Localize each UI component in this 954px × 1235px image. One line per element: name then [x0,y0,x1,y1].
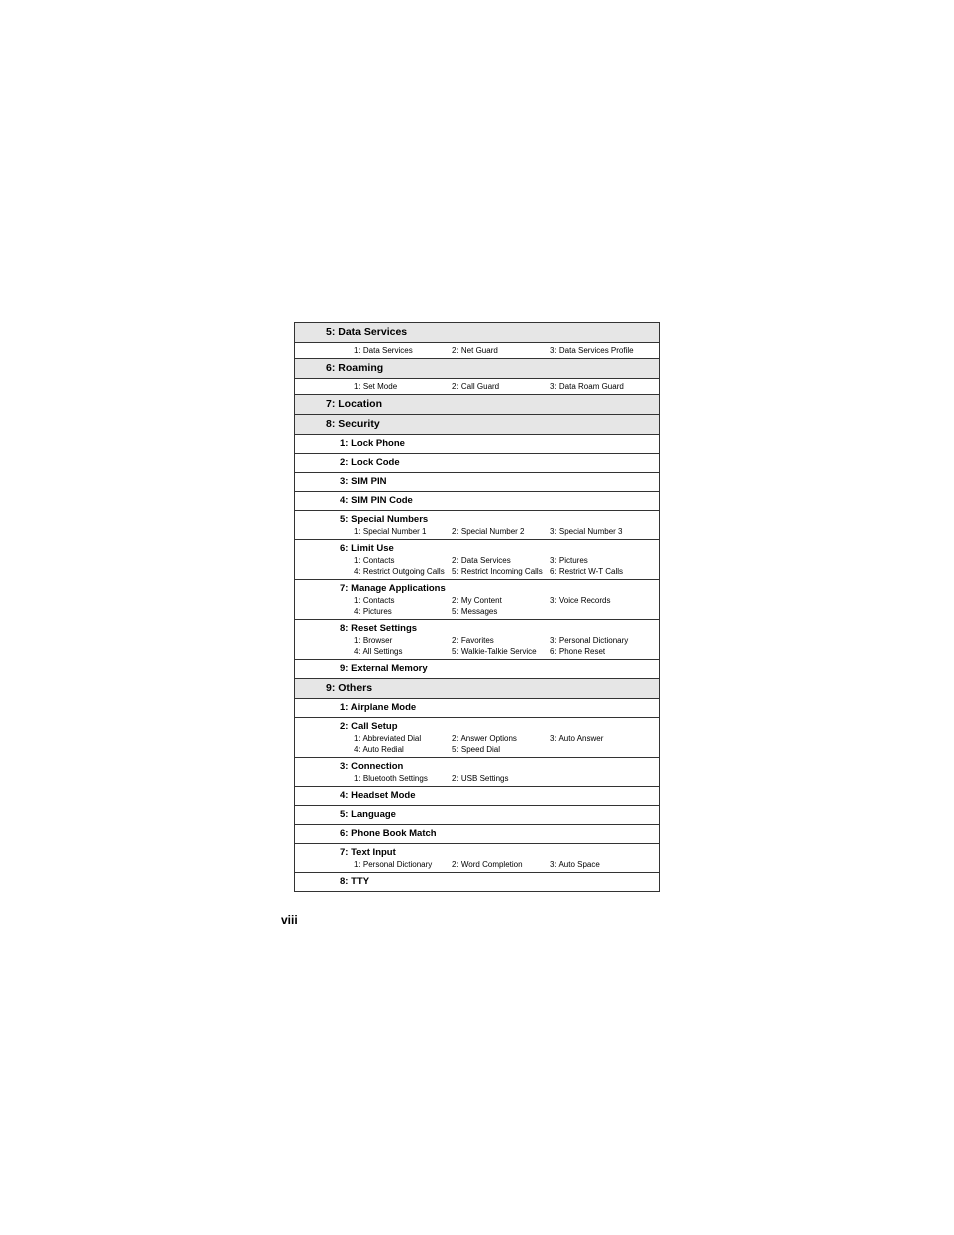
submenu-title: 4: Headset Mode [340,790,416,801]
submenu-items [295,343,659,358]
submenu-title: 7: Manage Applications [340,583,446,594]
menu-section-title: 5: Data Services [326,326,408,338]
submenu-items [295,635,659,659]
submenu-title: 5: Special Numbers [340,514,429,525]
submenu-item: 4: Auto Redial [354,745,404,754]
menu-section-title: 6: Roaming [326,362,384,374]
submenu-items [295,859,659,872]
submenu-items [295,526,659,539]
submenu-item: 6: Restrict W-T Calls [550,567,624,576]
submenu-item: 1: Browser [354,636,393,645]
submenu-row [295,699,659,718]
submenu-title: 3: Connection [340,761,404,772]
submenu-items [295,773,659,786]
submenu-title: 1: Airplane Mode [340,702,417,713]
submenu-items [295,379,659,394]
submenu-item: 1: Bluetooth Settings [354,774,428,783]
submenu-item: 2: Word Completion [452,860,523,869]
submenu-row [295,620,659,660]
menu-section-items [295,343,659,359]
submenu-row [295,660,659,679]
submenu-row [295,758,659,787]
submenu-item: 5: Messages [452,607,498,616]
submenu-item: 2: Data Services [452,556,511,565]
menu-section-title: 9: Others [326,682,373,694]
submenu-item: 3: Data Services Profile [550,346,634,355]
submenu-row [295,454,659,473]
submenu-row [295,844,659,873]
submenu-title: 4: SIM PIN Code [340,495,413,506]
submenu-item: 1: Data Services [354,346,413,355]
submenu-title: 7: Text Input [340,847,396,858]
menu-section [295,359,659,379]
submenu-item: 2: Call Guard [452,382,500,391]
menu-section-title: 8: Security [326,418,380,430]
submenu-item: 3: Auto Answer [550,734,604,743]
submenu-item: 5: Walkie-Talkie Service [452,647,537,656]
submenu-item: 3: Personal Dictionary [550,636,629,645]
submenu-item: 4: All Settings [354,647,403,656]
submenu-item: 3: Special Number 3 [550,527,623,536]
menu-section-items [295,379,659,395]
submenu-item: 1: Contacts [354,596,395,605]
submenu-item: 1: Abbreviated Dial [354,734,422,743]
submenu-item: 2: Net Guard [452,346,498,355]
submenu-item: 3: Auto Space [550,860,600,869]
submenu-item: 1: Contacts [354,556,395,565]
page-number: viii [281,913,298,927]
menu-section [295,415,659,435]
submenu-item: 5: Speed Dial [452,745,501,754]
submenu-title: 8: Reset Settings [340,623,418,634]
submenu-row [295,540,659,580]
submenu-item: 3: Data Roam Guard [550,382,624,391]
submenu-title: 6: Phone Book Match [340,828,437,839]
submenu-row [295,806,659,825]
submenu-title: 6: Limit Use [340,543,394,554]
submenu-row [295,718,659,758]
submenu-row [295,873,659,892]
menu-section [295,395,659,415]
submenu-item: 2: My Content [452,596,502,605]
submenu-item: 3: Pictures [550,556,588,565]
submenu-row [295,787,659,806]
submenu-item: 4: Pictures [354,607,392,616]
submenu-items [295,555,659,579]
submenu-row [295,492,659,511]
submenu-item: 5: Restrict Incoming Calls [452,567,543,576]
submenu-items [295,733,659,757]
submenu-title: 5: Language [340,809,396,820]
submenu-item: 2: Answer Options [452,734,517,743]
submenu-item: 1: Special Number 1 [354,527,427,536]
submenu-title: 2: Lock Code [340,457,400,468]
submenu-item: 2: Favorites [452,636,494,645]
submenu-row [295,435,659,454]
submenu-row [295,511,659,540]
menu-section [295,323,659,343]
submenu-items [295,595,659,619]
submenu-title: 9: External Memory [340,663,428,674]
submenu-item: 1: Personal Dictionary [354,860,433,869]
submenu-title: 2: Call Setup [340,721,398,732]
submenu-title: 1: Lock Phone [340,438,405,449]
menu-table [294,322,660,892]
submenu-row [295,825,659,844]
submenu-title: 3: SIM PIN [340,476,387,487]
submenu-item: 2: USB Settings [452,774,509,783]
submenu-row [295,580,659,620]
submenu-item: 6: Phone Reset [550,647,606,656]
menu-section-title: 7: Location [326,398,383,410]
submenu-title: 8: TTY [340,876,370,887]
submenu-item: 3: Voice Records [550,596,611,605]
submenu-item: 4: Restrict Outgoing Calls [354,567,445,576]
submenu-row [295,473,659,492]
submenu-item: 2: Special Number 2 [452,527,525,536]
submenu-item: 1: Set Mode [354,382,398,391]
menu-section [295,679,659,699]
